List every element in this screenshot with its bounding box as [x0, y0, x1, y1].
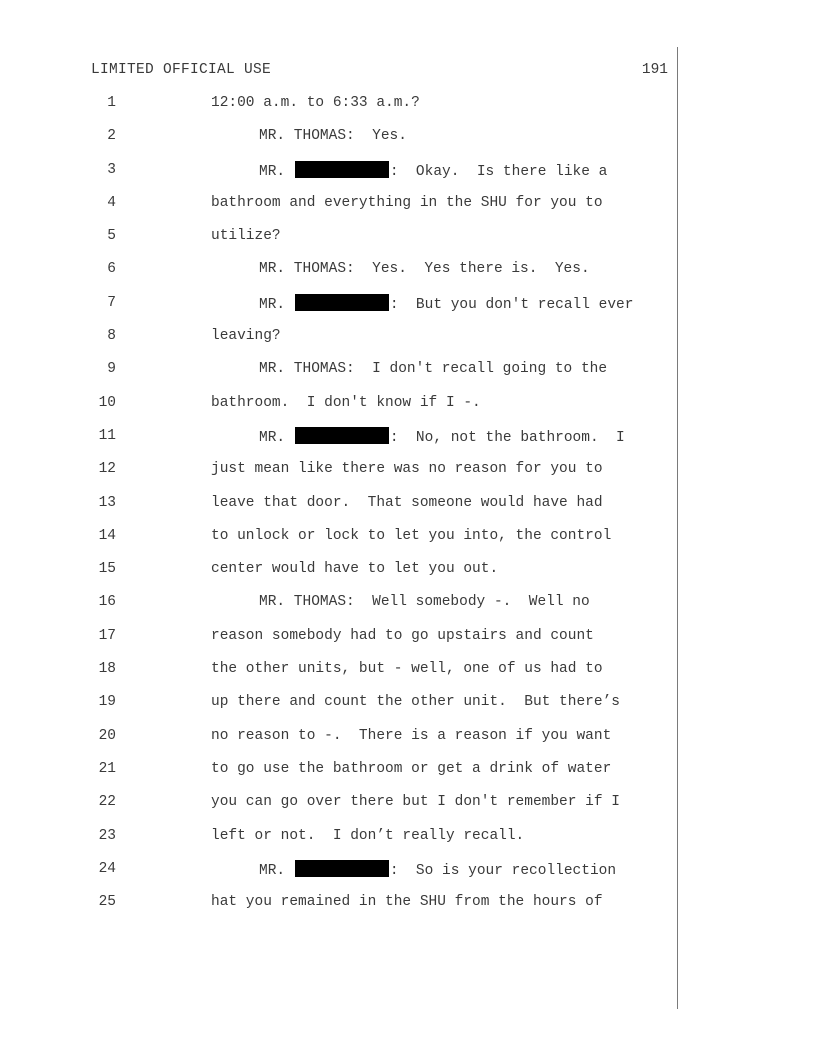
line-number: 23: [98, 827, 116, 844]
transcript-line: [0, 760, 680, 793]
line-number: 8: [107, 328, 116, 345]
line-text: [259, 161, 607, 181]
line-number: 10: [98, 394, 116, 411]
speaker-prefix: MR.: [259, 296, 294, 313]
transcript-line: [0, 893, 680, 926]
line-text: 12:00 a.m. to 6:33 a.m.?: [211, 95, 420, 111]
transcript-line: [0, 227, 680, 260]
line-text: MR. THOMAS: I don't recall going to the: [259, 361, 608, 378]
line-text: bathroom. I don't know if I -.: [211, 394, 481, 411]
transcript-line: [0, 827, 680, 860]
line-number: 5: [107, 228, 116, 245]
transcript-body: [0, 94, 680, 926]
line-number: 15: [98, 561, 116, 578]
line-text: leave that door. That someone would have had: [211, 494, 603, 511]
transcript-line: [0, 194, 680, 227]
speaker-prefix: MR.: [259, 163, 294, 180]
speaker-text: : But you don't recall ever: [389, 296, 634, 313]
line-text: leaving?: [211, 328, 281, 345]
line-number: 17: [98, 627, 116, 644]
transcript-line: [0, 593, 680, 626]
redaction-bar: [295, 294, 389, 311]
transcript-line: [0, 793, 680, 826]
line-text: [259, 860, 616, 880]
redaction-bar: [295, 161, 389, 178]
line-number: 7: [107, 294, 116, 311]
speaker-prefix: MR.: [259, 429, 294, 446]
transcript-line: [0, 460, 680, 493]
line-text: to go use the bathroom or get a drink of water: [211, 760, 612, 777]
line-number: 22: [98, 794, 116, 811]
speaker-text: : Okay. Is there like a: [389, 163, 608, 180]
transcript-line: [0, 660, 680, 693]
line-number: 18: [98, 661, 116, 678]
line-number: 1: [107, 95, 116, 111]
line-number: 13: [98, 494, 116, 511]
line-number: 9: [107, 361, 116, 378]
redaction-bar: [295, 427, 389, 444]
line-text: MR. THOMAS: Yes.: [259, 128, 407, 145]
line-text: up there and count the other unit. But there’s: [211, 694, 620, 711]
line-number: 14: [98, 527, 116, 544]
transcript-line: [0, 427, 680, 460]
line-number: 25: [98, 894, 116, 911]
line-text: MR. THOMAS: Yes. Yes there is. Yes.: [259, 261, 590, 278]
line-text: bathroom and everything in the SHU for you to: [211, 194, 603, 211]
line-number: 6: [107, 261, 116, 278]
line-number: 12: [98, 461, 116, 478]
line-text: left or not. I don’t really recall.: [211, 827, 525, 844]
transcript-line: [0, 127, 680, 160]
line-text: [259, 294, 633, 314]
line-number: 16: [98, 594, 116, 611]
line-text: hat you remained in the SHU from the hours of: [211, 894, 603, 911]
transcript-line: [0, 494, 680, 527]
line-number: 3: [107, 161, 116, 178]
transcript-line: [0, 294, 680, 327]
line-number: 4: [107, 194, 116, 211]
line-text: MR. THOMAS: Well somebody -. Well no: [259, 594, 590, 611]
transcript-line: [0, 527, 680, 560]
transcript-line: [0, 727, 680, 760]
transcript-line: [0, 161, 680, 194]
classification-header: LIMITED OFFICIAL USE: [91, 62, 272, 78]
transcript-line: [0, 860, 680, 893]
line-text: center would have to let you out.: [211, 561, 499, 578]
line-text: to unlock or lock to let you into, the control: [211, 527, 612, 544]
line-text: you can go over there but I don't remember if I: [211, 794, 620, 811]
transcript-line: [0, 627, 680, 660]
line-text: no reason to -. There is a reason if you want: [211, 727, 612, 744]
line-number: 19: [98, 694, 116, 711]
transcript-line: [0, 693, 680, 726]
speaker-text: : So is your recollection: [389, 862, 617, 879]
transcript-line: [0, 327, 680, 360]
line-text: just mean like there was no reason for you to: [211, 461, 603, 478]
line-number: 24: [98, 860, 116, 877]
redaction-bar: [295, 860, 389, 877]
transcript-line: [0, 94, 680, 127]
line-number: 21: [98, 760, 116, 777]
transcript-line: [0, 260, 680, 293]
speaker-text: : No, not the bathroom. I: [389, 429, 625, 446]
transcript-line: [0, 560, 680, 593]
line-number: 2: [107, 128, 116, 145]
speaker-prefix: MR.: [259, 862, 294, 879]
line-number: 20: [98, 727, 116, 744]
line-text: reason somebody had to go upstairs and count: [211, 627, 594, 644]
line-number: 11: [98, 427, 116, 444]
transcript-line: [0, 360, 680, 393]
page-number: 191: [641, 62, 668, 78]
transcript-line: [0, 394, 680, 427]
line-text: utilize?: [211, 228, 281, 245]
line-text: [259, 427, 625, 447]
line-text: the other units, but - well, one of us had to: [211, 661, 603, 678]
